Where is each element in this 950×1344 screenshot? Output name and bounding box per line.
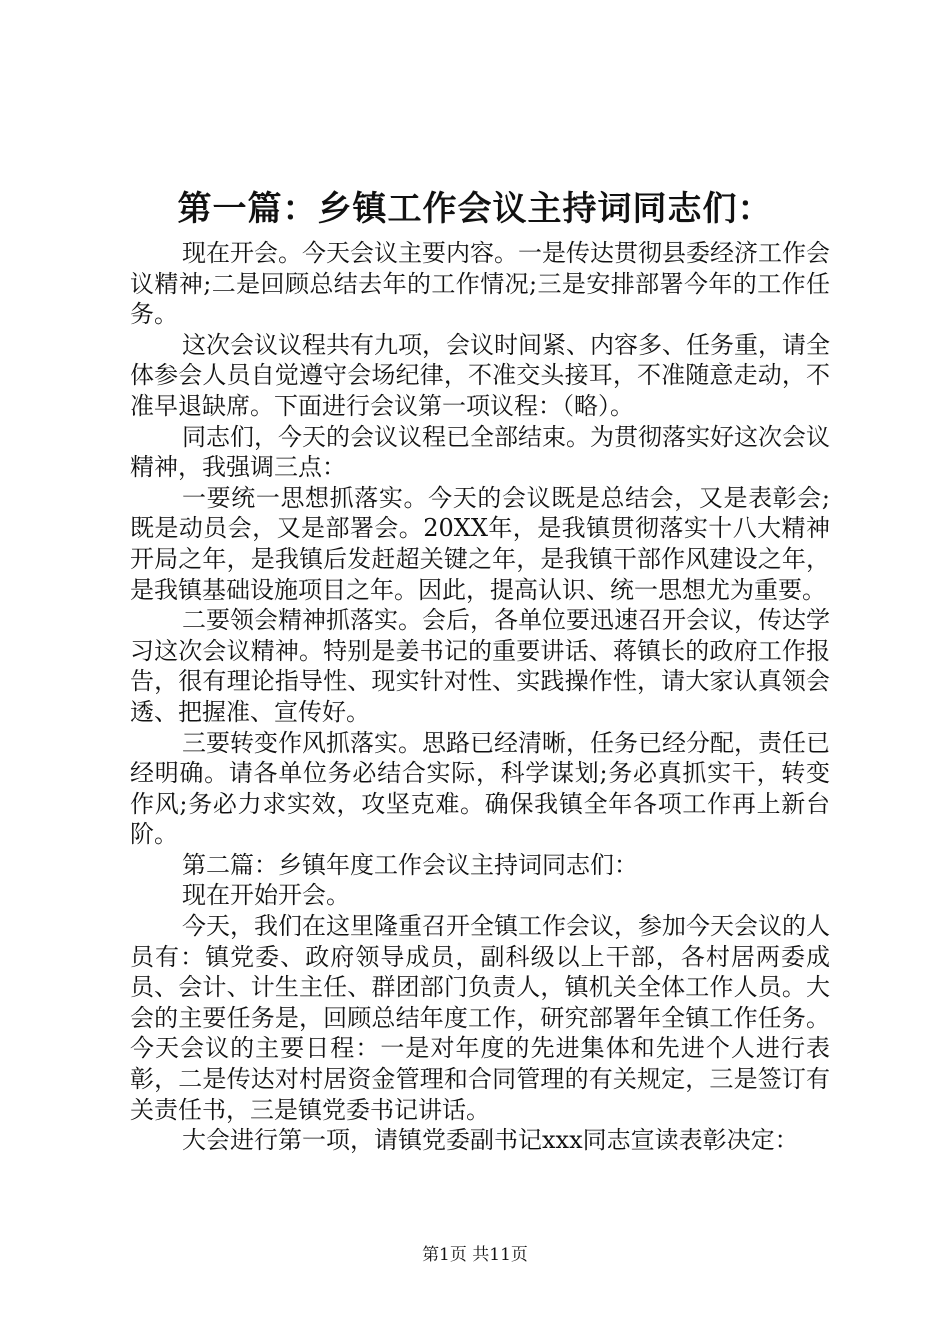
section-heading: 第二篇：乡镇年度工作会议主持词同志们： (182, 850, 638, 879)
paragraph: 现在开会。今天会议主要内容。一是传达贯彻县委经济工作会议精神;二是回顾总结去年的工作情况;三是安排部署今年的工作任务。 (130, 239, 830, 329)
document-title: 第一篇：乡镇工作会议主持词同志们： (177, 189, 773, 229)
page-number-footer: 第1页 共11页 (422, 1245, 528, 1265)
paragraph: 一要统一思想抓落实。今天的会议既是总结会，又是表彰会;既是动员会，又是部署会。20XX年，是我镇贯彻落实十八大精神开局之年，是我镇后发赶超关键之年，是我镇干部作风建设之年，是我镇基础设施项目之年。因此，提高认识、统一思想尤为重要。 (130, 483, 830, 604)
paragraph: 二要领会精神抓落实。会后，各单位要迅速召开会议，传达学习这次会议精神。特别是姜书记的重要讲话、蒋镇长的政府工作报告，很有理论指导性、现实针对性、实践操作性，请大家认真领会透、把握准、宣传好。 (130, 606, 830, 726)
paragraph: 同志们，今天的会议议程已全部结束。为贯彻落实好这次会议精神，我强调三点： (130, 422, 830, 482)
document-body (130, 238, 830, 1156)
paragraph: 三要转变作风抓落实。思路已经清晰，任务已经分配，责任已经明确。请各单位务必结合实际，科学谋划;务必真抓实干，转变作风;务必力求实效，攻坚克难。确保我镇全年各项工作再上新台阶。 (130, 728, 830, 849)
paragraph: 现在开始开会。 (182, 881, 350, 910)
paragraph: 今天，我们在这里隆重召开全镇工作会议，参加今天会议的人员有：镇党委、政府领导成员，副科级以上干部，各村居两委成员、会计、计生主任、群团部门负责人，镇机关全体工作人员。大会的主要任务是，回顾总结年度工作，研究部署年全镇工作任务。今天会议的主要日程：一是对年度的先进集体和先进个人进行表彰，二是传达对村居资金管理和合同管理的有关规定，三是签订有关责任书，三是镇党委书记讲话。 (130, 912, 830, 1124)
paragraph: 大会进行第一项，请镇党委副书记xxx同志宣读表彰决定： (182, 1126, 799, 1155)
paragraph: 这次会议议程共有九项，会议时间紧、内容多、任务重，请全体参会人员自觉遵守会场纪律，不准交头接耳，不准随意走动，不准早退缺席。下面进行会议第一项议程：（略）。 (130, 330, 830, 420)
